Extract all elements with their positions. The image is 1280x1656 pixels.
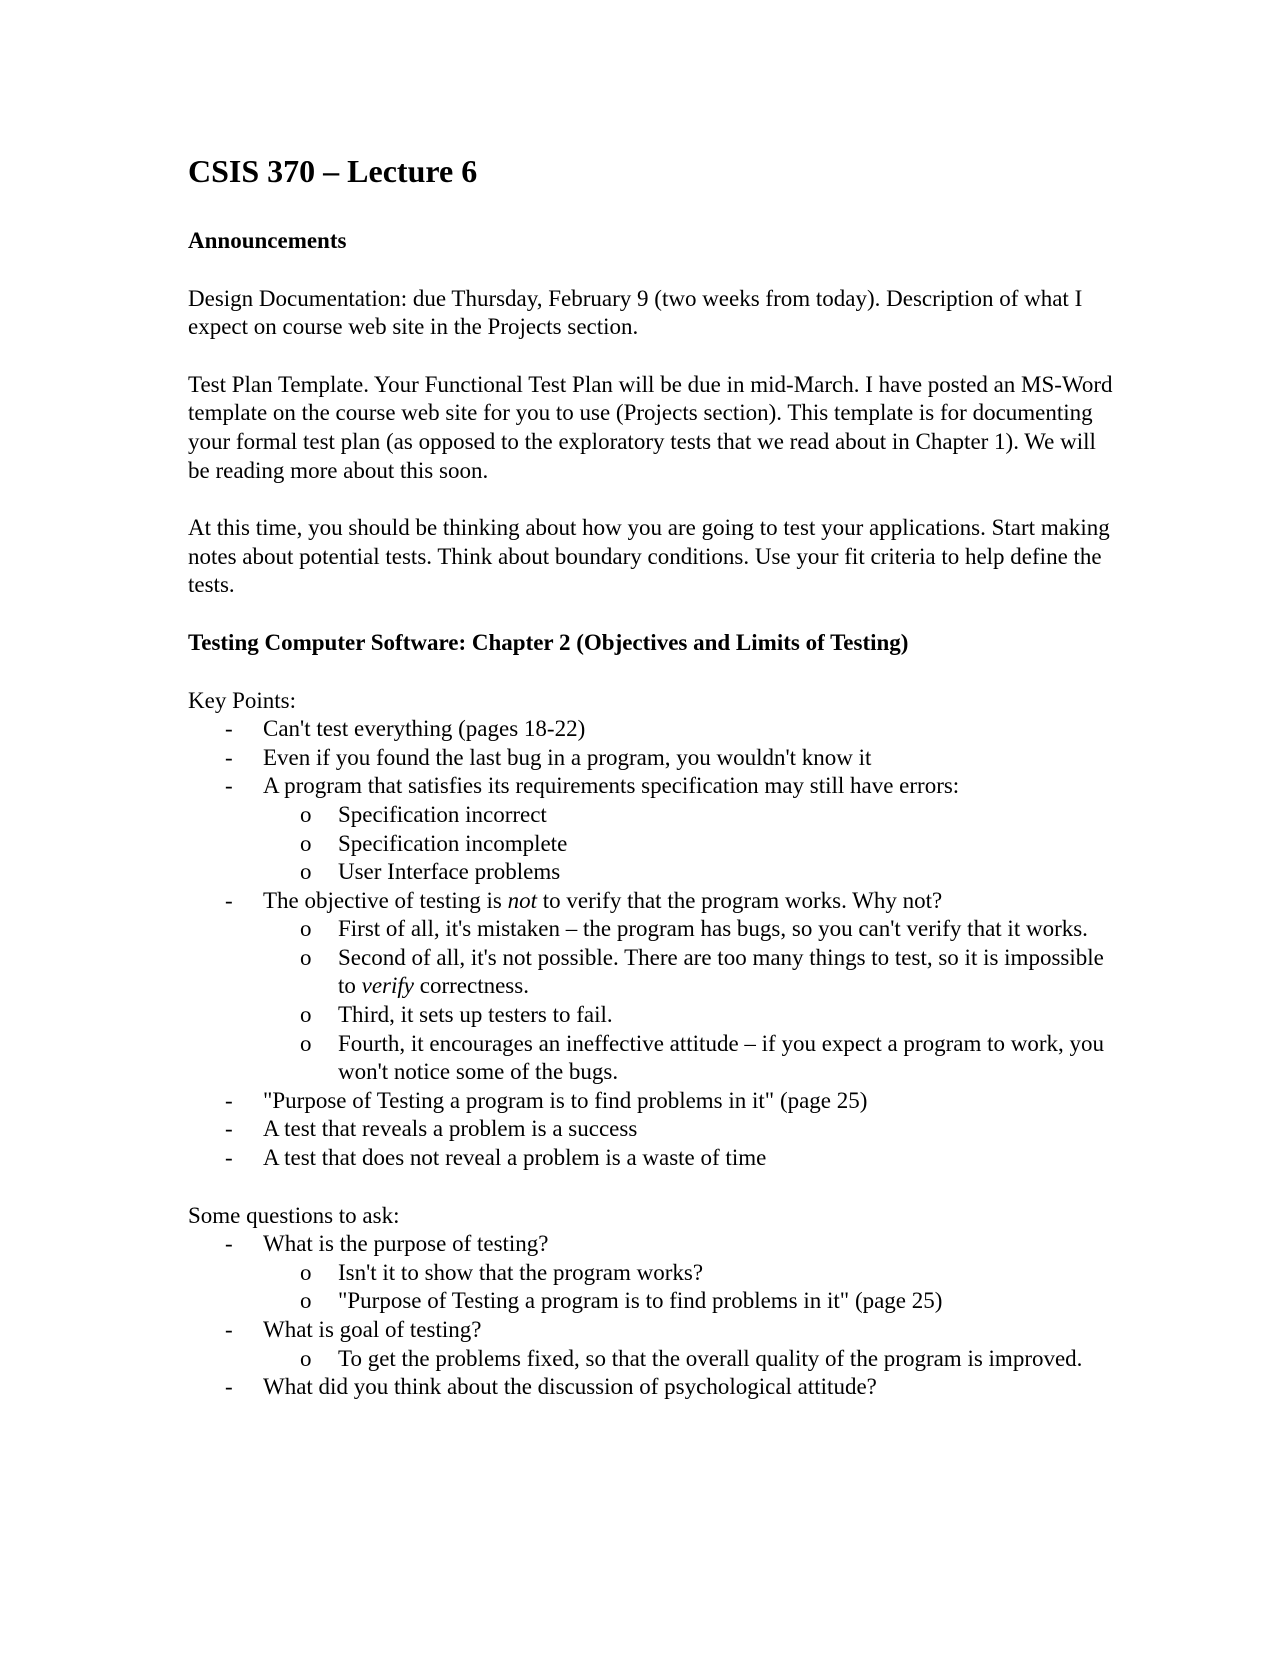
sub-list-item-text: Third, it sets up testers to fail.	[338, 1002, 613, 1028]
list-item	[188, 887, 1118, 1087]
list-item-text: What did you think about the discussion of psychological attitude?	[263, 1374, 877, 1400]
sub-list	[263, 1345, 1118, 1374]
list-item	[188, 1316, 1118, 1373]
sub-list-item	[263, 830, 1118, 859]
sub-list-item-text: Specification incomplete	[338, 830, 568, 856]
list-item-text	[263, 888, 942, 913]
sub-list-item	[263, 944, 1118, 1001]
circle-bullet-marker: o	[300, 1002, 312, 1028]
text-run: correctness.	[414, 973, 529, 999]
lecture-title: CSIS 370 – Lecture 6	[188, 153, 478, 189]
dash-marker: -	[225, 1231, 233, 1257]
list-item	[188, 744, 1118, 773]
dash-marker: -	[225, 1116, 233, 1142]
dash-marker: -	[225, 1087, 233, 1113]
sub-list-item-text: Specification incorrect	[338, 801, 547, 827]
circle-bullet-marker: o	[300, 1259, 312, 1285]
dash-marker: -	[225, 1374, 233, 1400]
circle-bullet-marker: o	[300, 1030, 312, 1056]
sub-list-item	[263, 858, 1118, 887]
spacer	[188, 1173, 1118, 1202]
emphasis-text: verify	[361, 973, 414, 999]
list-item	[188, 772, 1118, 886]
circle-bullet-marker: o	[300, 830, 312, 856]
list-item-text: "Purpose of Testing a program is to find problems in it" (page 25)	[263, 1087, 868, 1113]
circle-bullet-marker: o	[300, 801, 312, 827]
sub-list-item	[263, 1287, 1118, 1316]
questions-label: Some questions to ask:	[188, 1202, 400, 1228]
list-item-text: A program that satisfies its requirements specification may still have errors:	[263, 773, 960, 799]
list-item	[188, 1144, 1118, 1173]
list-item	[188, 715, 1118, 744]
chapter-heading: Testing Computer Software: Chapter 2 (Objectives and Limits of Testing)	[188, 629, 909, 655]
dash-marker: -	[225, 744, 233, 770]
questions-list	[188, 1230, 1118, 1402]
list-item-text: What is the purpose of testing?	[263, 1231, 549, 1257]
dash-marker: -	[225, 1145, 233, 1171]
sub-list-item-text	[338, 945, 1104, 999]
sub-list-item-text: First of all, it's mistaken – the program has bugs, so you can't verify that it works.	[338, 916, 1088, 942]
sub-list	[263, 1259, 1118, 1316]
list-item	[188, 1373, 1118, 1402]
announcement-paragraph: Test Plan Template. Your Functional Test Plan will be due in mid-March. I have posted an MS-Word template on the course web site for you to use (Projects section). This template is for documenting your formal test plan (as opposed to the exploratory tests that we read about in Chapter 1). We will be reading more about this soon.	[188, 371, 1113, 483]
circle-bullet-marker: o	[300, 1345, 312, 1371]
dash-marker: -	[225, 773, 233, 799]
circle-bullet-marker: o	[300, 916, 312, 942]
sub-list-item	[263, 801, 1118, 830]
sub-list-item-text: Fourth, it encourages an ineffective attitude – if you expect a program to work, you won't notice some of the bugs.	[338, 1030, 1105, 1085]
key-points-label: Key Points:	[188, 687, 296, 713]
announcement-paragraph: At this time, you should be thinking about how you are going to test your applications. Start making notes about potential tests. Think about boundary conditions. Use your fit criteria to help define the tests.	[188, 515, 1110, 598]
emphasis-text: not	[507, 887, 538, 913]
sub-list-item	[263, 1259, 1118, 1288]
document-page	[188, 152, 1118, 1402]
list-item-text: Can't test everything (pages 18-22)	[263, 716, 586, 742]
list-item-text: Even if you found the last bug in a program, you wouldn't know it	[263, 744, 872, 770]
circle-bullet-marker: o	[300, 944, 312, 970]
list-item	[188, 1115, 1118, 1144]
sub-list	[263, 801, 1118, 887]
sub-list-item-text: Isn't it to show that the program works?	[338, 1259, 704, 1285]
dash-marker: -	[225, 716, 233, 742]
circle-bullet-marker: o	[300, 859, 312, 885]
dash-marker: -	[225, 1317, 233, 1342]
announcements-heading: Announcements	[188, 228, 347, 253]
text-run: to verify that the program works. Why not?	[537, 887, 943, 913]
sub-list-item	[263, 1001, 1118, 1030]
sub-list	[263, 915, 1118, 1087]
circle-bullet-marker: o	[300, 1288, 312, 1314]
list-item	[188, 1087, 1118, 1116]
dash-marker: -	[225, 887, 233, 913]
sub-list-item-text: User Interface problems	[338, 859, 561, 885]
text-run: Second of all, it's not possible. There are too many things to test, so it is impossible to	[338, 944, 1104, 999]
list-item-text: A test that reveals a problem is a success	[263, 1116, 638, 1142]
announcement-paragraph: Design Documentation: due Thursday, February 9 (two weeks from today). Description of what I expect on course web site in the Projects section.	[188, 285, 1083, 340]
sub-list-item-text: "Purpose of Testing a program is to find problems in it" (page 25)	[338, 1288, 943, 1314]
sub-list-item	[263, 1030, 1118, 1087]
list-item-text: A test that does not reveal a problem is a waste of time	[263, 1145, 767, 1171]
sub-list-item	[263, 1345, 1118, 1374]
sub-list-item	[263, 915, 1118, 944]
list-item	[188, 1230, 1118, 1316]
sub-list-item-text: To get the problems fixed, so that the overall quality of the program is improved.	[338, 1345, 1083, 1371]
list-item-text: What is goal of testing?	[263, 1317, 482, 1342]
key-points-list	[188, 715, 1118, 1173]
text-run: The objective of testing is	[263, 887, 508, 913]
